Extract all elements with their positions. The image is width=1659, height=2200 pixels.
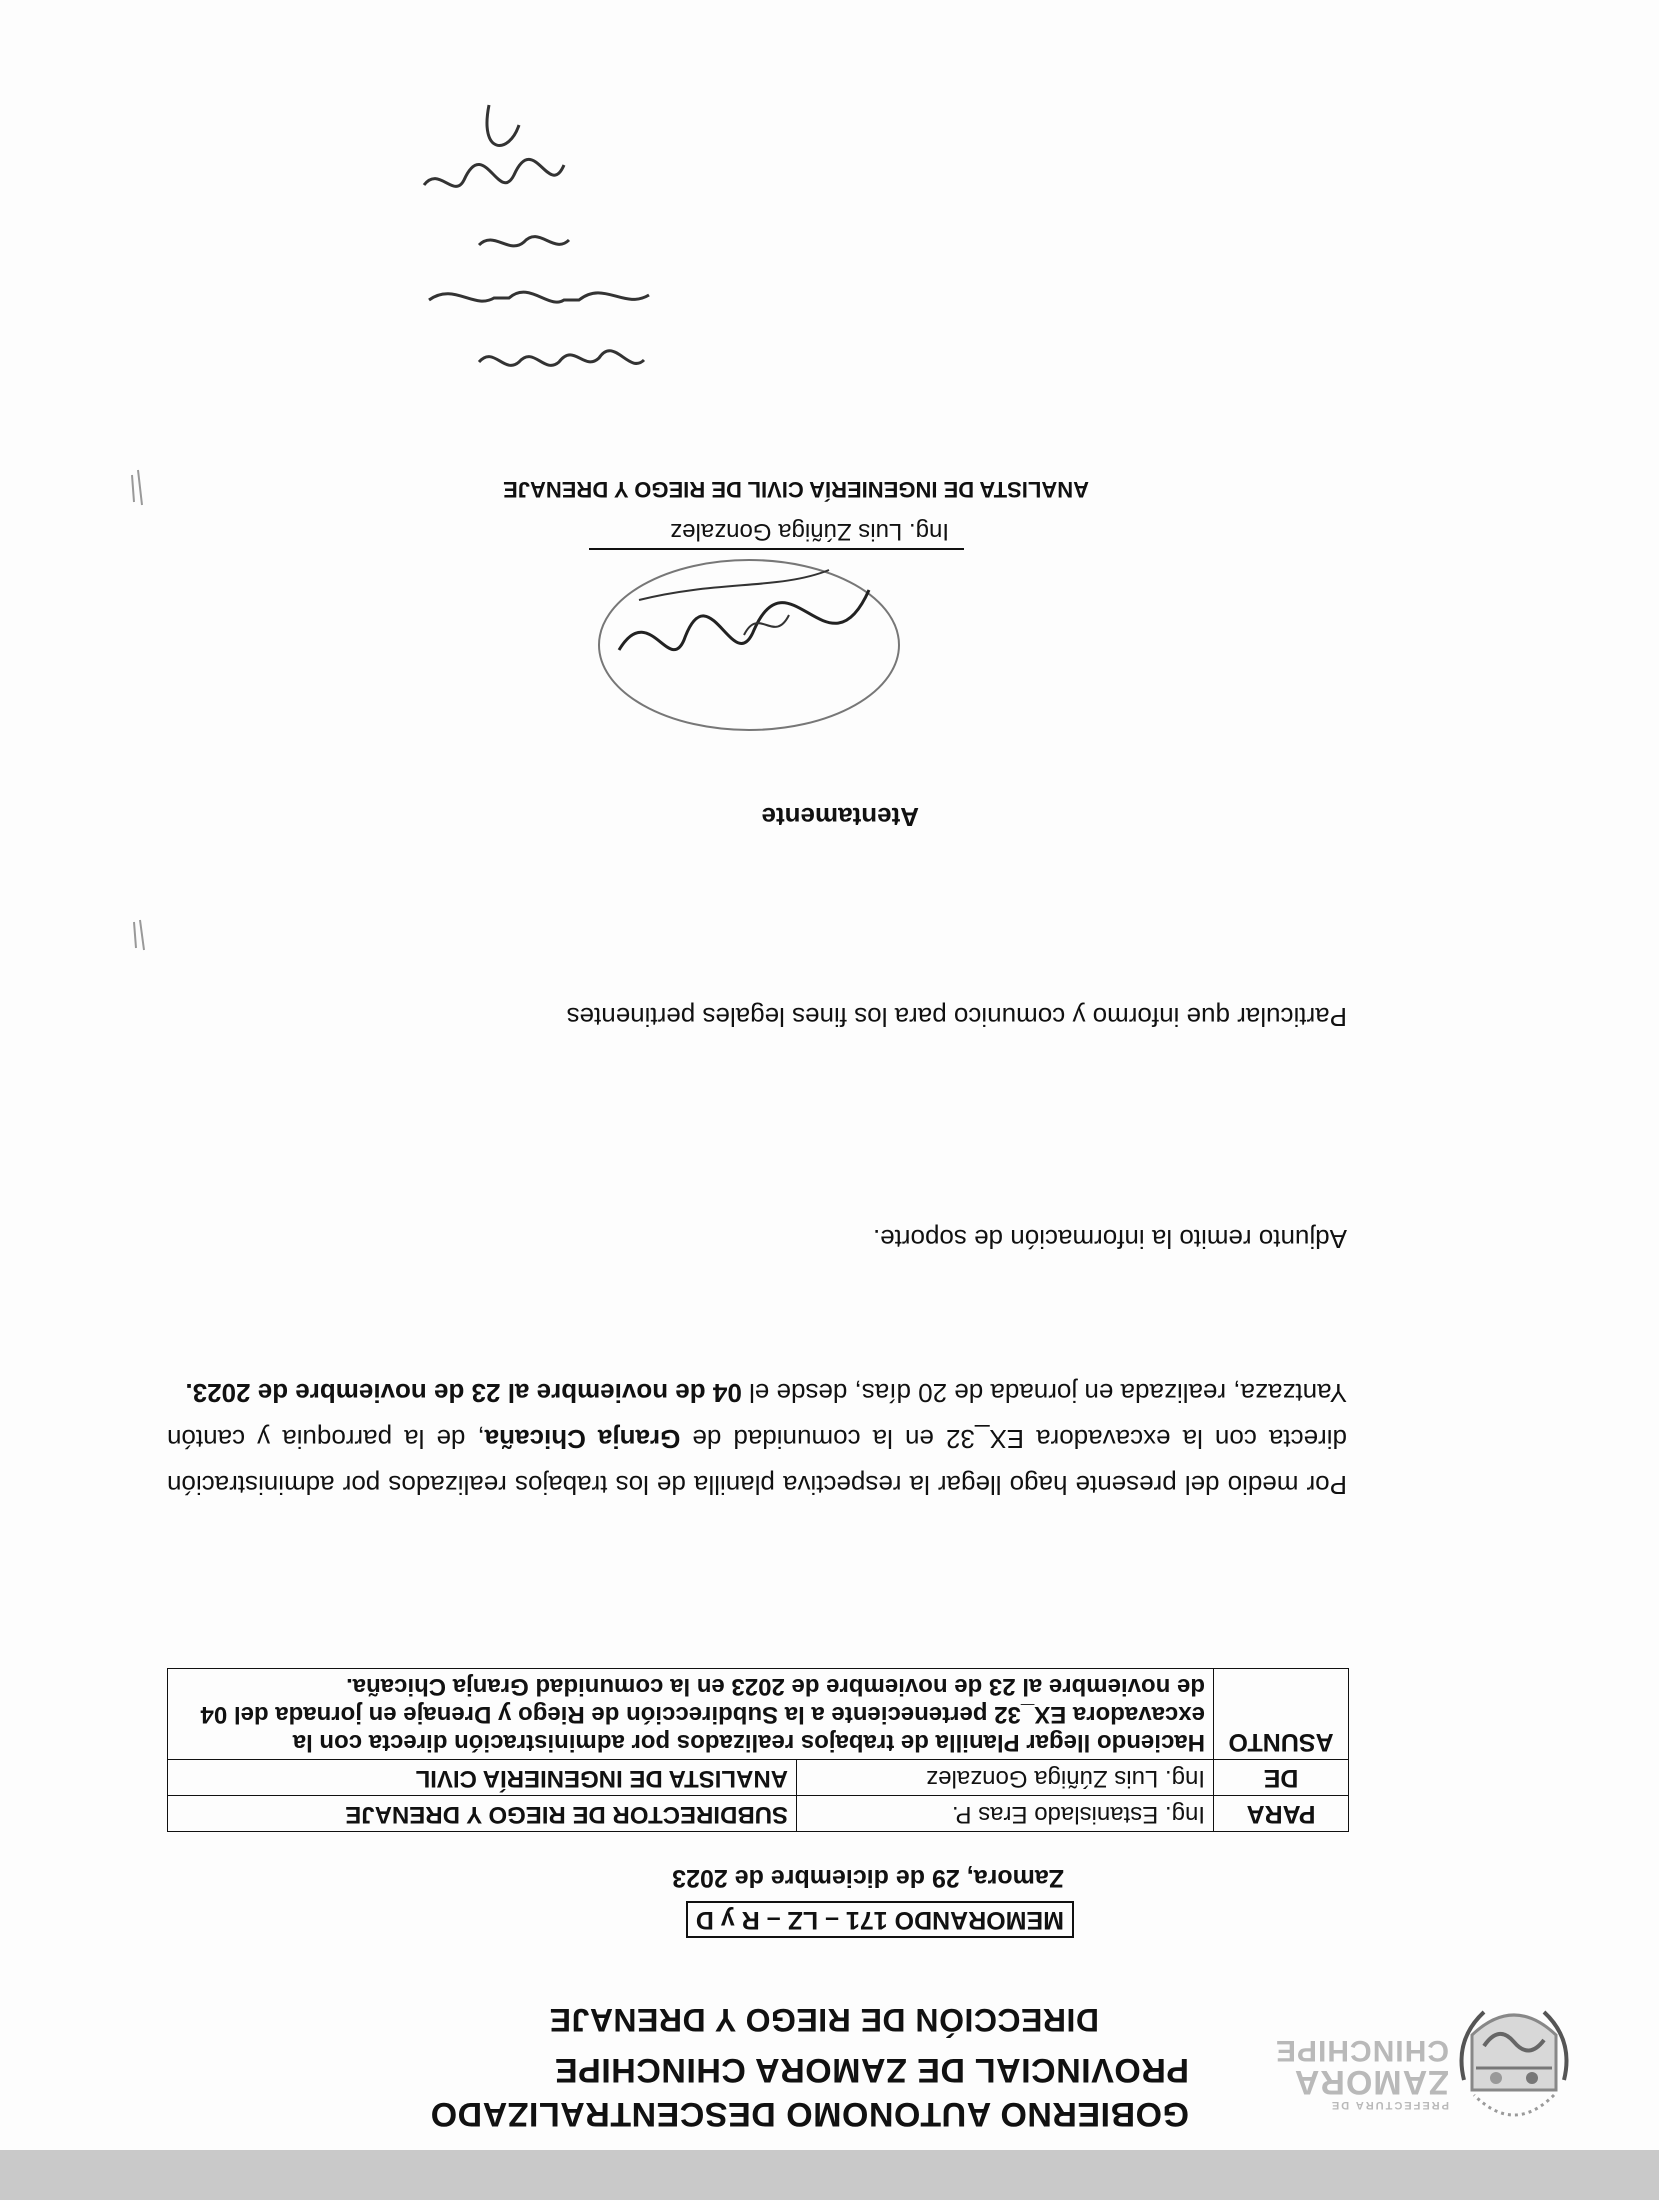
- letterhead: [124, 1990, 1574, 2150]
- asunto-text: [168, 1669, 1214, 1760]
- prefectura-logo-icon: [1454, 2000, 1574, 2130]
- table-row: [168, 1669, 1349, 1760]
- p1-part-b: Granja Chicaña: [484, 1424, 681, 1454]
- signature-stamp: [579, 540, 939, 740]
- de-title: ANALISTA DE INGENIERÍA CIVIL: [168, 1760, 797, 1796]
- logo-line2: CHINCHIPE: [1274, 2034, 1449, 2067]
- body-paragraph-3: Particular que informo y comunico para los fines legales pertinentes: [566, 1002, 1347, 1032]
- para-name: Ing. Estanislado Eras P.: [797, 1796, 1214, 1832]
- p1-part-d: 04 de noviembre al 23 de noviembre de 2023.: [185, 1378, 742, 1408]
- de-label: DE: [1214, 1760, 1349, 1796]
- scan-marks: [124, 460, 154, 960]
- memo-meta-table: [167, 1668, 1349, 1832]
- received-handwritten-note: [409, 80, 659, 380]
- asunto-bold: Haciendo llegar Planilla de trabajos realizados por administración directa: [368, 1729, 1205, 1756]
- signer-name: Ing. Luis Zúñiga Gonzalez: [670, 518, 949, 545]
- memo-date: Zamora, 29 de diciembre de 2023: [672, 1864, 1064, 1892]
- body-paragraph-1: [167, 1370, 1347, 1508]
- table-row: [168, 1796, 1349, 1832]
- logo-wordmark: [1275, 2035, 1449, 2110]
- org-line1: GOBIERNO AUTONOMO DESCENTRALIZADO: [430, 2095, 1189, 2133]
- signer-title: ANALISTA DE INGENIERÍA CIVIL DE RIEGO Y DRENAJE: [503, 477, 1089, 502]
- asunto-label: ASUNTO: [1214, 1669, 1349, 1760]
- asunto-rest: con la excavadora EX_32 perteneciente a la Subdirección de Riego y Drenaje en jornada del 04 de noviembre al 23 de noviembre de 2023 en la comunidad Granja Chicaña.: [200, 1673, 1205, 1756]
- memo-number: MEMORANDO 171 – LZ – R y D: [686, 1901, 1074, 1938]
- para-label: PARA: [1214, 1796, 1349, 1832]
- logo-small-text: PREFECTURA DE: [1329, 2099, 1449, 2111]
- table-row: [168, 1760, 1349, 1796]
- logo-line1: ZAMORA: [1293, 2063, 1449, 2101]
- scan-edge-band: [0, 2150, 1659, 2200]
- signature-line: [589, 548, 964, 550]
- closing: Atentamente: [761, 802, 919, 832]
- de-name: Ing. Luis Zúñiga Gonzalez: [797, 1760, 1214, 1796]
- org-line2: PROVINCIAL DE ZAMORA CHINCHIPE: [554, 2051, 1189, 2089]
- para-title: SUBDIRECTOR DE RIEGO Y DRENAJE: [168, 1796, 797, 1832]
- organization-title: [430, 2048, 1189, 2136]
- body-paragraph-2: Adjunto remito la información de soporte.: [872, 1224, 1347, 1254]
- department-title: DIRECCIÓN DE RIEGO Y DRENAJE: [549, 2002, 1099, 2038]
- p1-part-a: Por medio del presente hago llegar la respectiva planilla de los trabajos realizados por administración directa con la excavadora EX_32 en la comunidad de: [167, 1424, 1347, 1500]
- p1-part-c: , de la parroquia y cantón Yantzaza, realizada en jornada de 20 días, desde el: [167, 1378, 1347, 1454]
